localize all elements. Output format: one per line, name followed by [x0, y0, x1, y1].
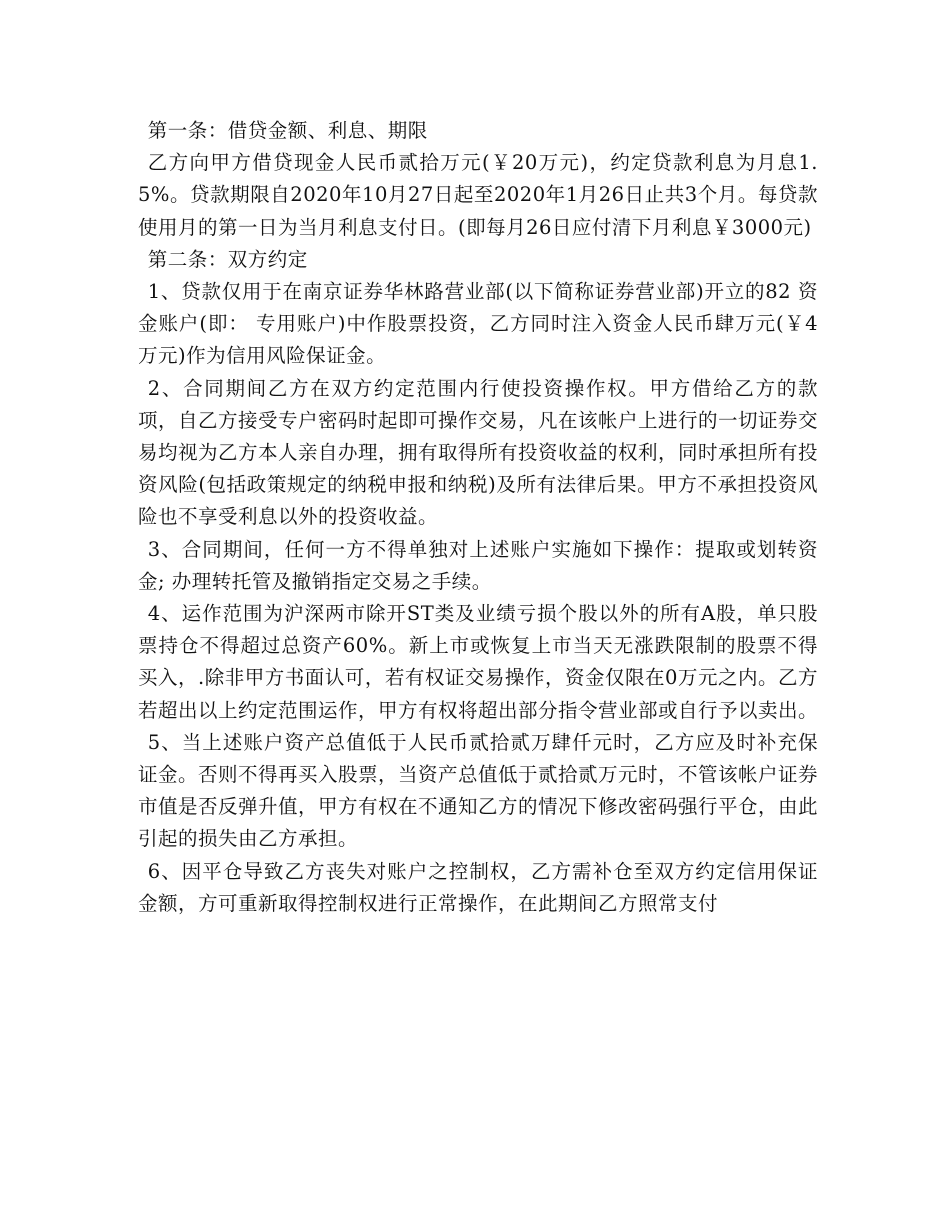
- clause-3: 3、合同期间，任何一方不得单独对上述账户实施如下操作：提取或划转资金; 办理转托管及撤销指定交易之手续。: [138, 537, 818, 593]
- article-1-body: 乙方向甲方借贷现金人民币贰拾万元(￥20万元)，约定贷款利息为月息1.5%。贷款期限自2020年10月27日起至2020年1月26日止共3个月。每贷款使用月的第一日为当月利息支付日。(即每月26日应付清下月利息￥3000元): [138, 151, 818, 239]
- clause-5: 5、当上述账户资产总值低于人民币贰拾贰万肆仟元时，乙方应及时补充保证金。否则不得再买入股票，当资产总值低于贰拾贰万元时，不管该帐户证券市值是否反弹升值，甲方有权在不通知乙方的情况下修改密码强行平仓，由此引起的损失由乙方承担。: [138, 730, 819, 851]
- article-2-heading: 第二条：双方约定: [147, 247, 308, 271]
- clause-4: 4、运作范围为沪深两市除开ST类及业绩亏损个股以外的所有A股，单只股票持仓不得超过总资产60%。新上市或恢复上市当天无涨跌限制的股票不得买入，.除非甲方书面认可，若有权证交易操作，资金仅限在0万元之内。乙方若超出以上约定范围运作，甲方有权将超出部分指令营业部或自行予以卖出。: [138, 602, 819, 722]
- document-page: [138, 115, 818, 920]
- article-1-heading: 第一条：借贷金额、利息、期限: [147, 119, 428, 142]
- clause-2: 2、合同期间乙方在双方约定范围内行使投资操作权。甲方借给乙方的款项，自乙方接受专户密码时起即可操作交易，凡在该帐户上进行的一切证券交易均视为乙方本人亲自办理，拥有取得所有投资收益的权利，同时承担所有投资风险(包括政策规定的纳税申报和纳税)及所有法律后果。甲方不承担投资风险也不享受利息以外的投资收益。: [138, 376, 819, 529]
- clause-1: 1、贷款仅用于在南京证券华林路营业部(以下简称证券营业部)开立的82 资金账户(即： 专用账户)中作股票投资，乙方同时注入资金人民币肆万元(￥4万元)作为信用风险保证金。: [138, 280, 818, 368]
- clause-6: 6、因平仓导致乙方丧失对账户之控制权，乙方需补仓至双方约定信用保证金额，方可重新取得控制权进行正常操作，在此期间乙方照常支付: [138, 859, 818, 915]
